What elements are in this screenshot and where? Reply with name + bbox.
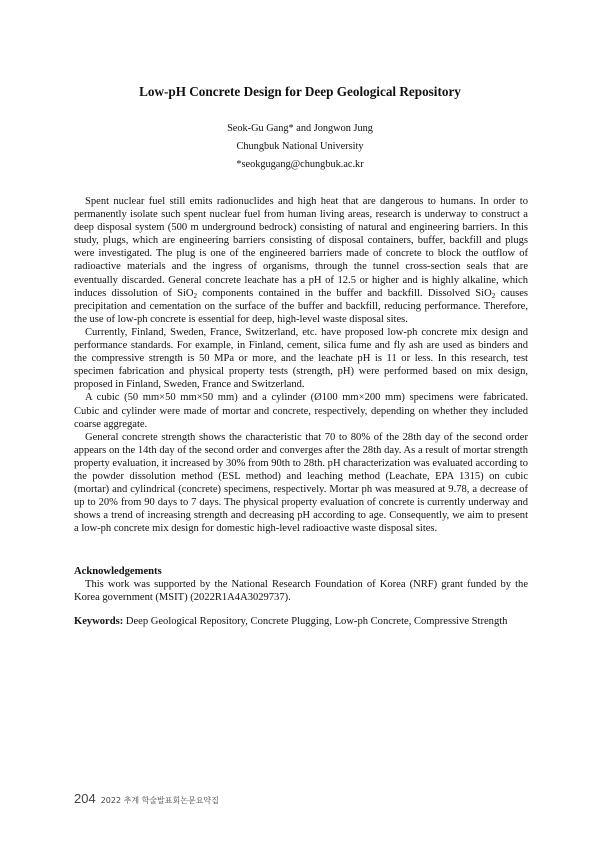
abstract-paragraph: A cubic (50 mm×50 mm×50 mm) and a cylinder (Ø100 mm×200 mm) specimens were fabricated. Cubic and cylinder were made of mortar and concrete, respectively, depending on whether they included coarse aggregate. <box>74 392 528 430</box>
page-footer <box>74 791 219 806</box>
abstract-paragraph: General concrete strength shows the characteristic that 70 to 80% of the 28th day of the second order appears on the 14th day of the second order and converges after the 28th day. As a result of mortar strength property evaluation, it increased by 30% from 90th to 28th. pH characterization was evaluated according to the powder dissolution method (ESL method) and leaching method (Leachate, EPA 1315) on cubic (mortar) and cylindrical (concrete) specimens, respectively. Mortar ph was measured at 9.78, a decrease of up to 20% from 90 days to 7 days. The physical property evaluation of concrete is currently underway and shows a trend of increasing strength and decreasing pH according to age. Consequently, we aim to present a low-ph concrete mix design for domestic high-level radioactive waste disposal sites. <box>74 431 528 535</box>
paper-title: Low-pH Concrete Design for Deep Geological Repository <box>139 84 461 99</box>
keywords <box>74 616 534 627</box>
abstract-paragraph: Spent nuclear fuel still emits radionuclides and high heat that are dangerous to humans. In order to permanently isolate such spent nuclear fuel from human living areas, research is underway to construct a deep disposal system (500 m underground bedrock) consisting of natural and engineering barriers. In this study, plugs, which are engineering barriers consisting of disposal containers, buffer, backfill and plugs were investigated. The plug is one of the engineered barriers made of concrete to block the outflow of radioactive materials and the ingress of organisms, through the tunnel cross-section seals that are eventually discarded. General concrete leachate has a pH of 12.5 or higher and is highly alkaline, which induces dissolution of SiO$_2$ components contained in the buffer and backfill. Dissolved SiO$_2$ causes precipitation and cementation on the surface of the buffer and backfill, reducing performance. Therefore, the use of low-ph concrete is essential for deep, high-level waste disposal sites. <box>74 196 528 325</box>
acknowledgements-text: This work was supported by the National Research Foundation of Korea (NRF) grant funded by the Korea government (MSIT) (2022R1A4A3029737). <box>74 579 528 604</box>
acknowledgements-heading: Acknowledgements <box>74 566 162 577</box>
abstract-paragraph: Currently, Finland, Sweden, France, Switzerland, etc. have proposed low-ph concrete mix design and performance standards. For example, in Finland, cement, silica fume and fly ash are used as binders and the compressive strength is 50 MPa or more, and the leachate pH is 11 or less. In this research, test specimen fabrication and physical property tests (strength, pH) were performed based on mix design, proposed in Finland, Sweden, France and Switzerland. <box>74 326 528 391</box>
keywords-text: Deep Geological Repository, Concrete Plugging, Low-ph Concrete, Compressive Strength <box>125 616 508 627</box>
affiliation: Chungbuk National University <box>236 141 364 152</box>
keywords-label: Keywords: <box>74 616 124 627</box>
email: *seokgugang@chungbuk.ac.kr <box>236 159 364 170</box>
authors: Seok-Gu Gang* and Jongwon Jung <box>227 123 373 134</box>
page-number: 204 <box>74 791 96 806</box>
proceedings-label: 2022 추계 학술발표회논문요약집 <box>100 796 219 805</box>
abstract-body <box>74 195 528 535</box>
